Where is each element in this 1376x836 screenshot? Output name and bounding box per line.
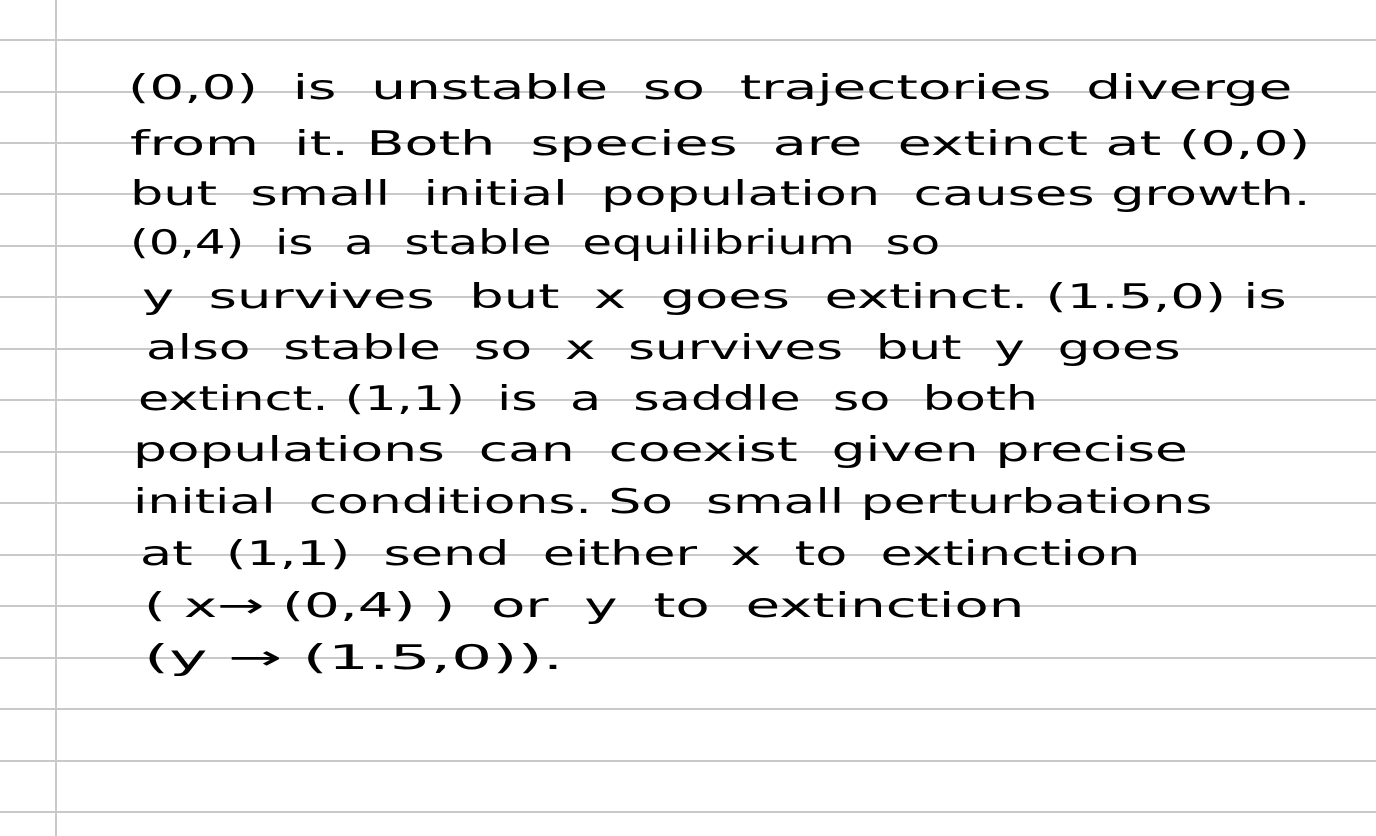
text-line-7: extinct. (1,1) is a saddle so both <box>138 379 1038 419</box>
text-line-9: initial conditions. So small perturbations <box>133 482 1213 522</box>
ruled-line <box>0 39 1376 41</box>
text-line-4: (0,4) is a stable equilibrium so <box>130 223 941 263</box>
ruled-line <box>0 811 1376 813</box>
text-line-3: but small initial population causes growth. <box>130 174 1311 214</box>
text-line-6: also stable so x survives but y goes <box>146 328 1181 368</box>
text-line-12: (y → (1.5,0)). <box>144 638 564 678</box>
text-line-2: from it. Both species are extinct at (0,0) <box>130 124 1311 164</box>
text-line-8: populations can coexist given precise <box>133 430 1188 470</box>
text-line-5: y survives but x goes extinct. (1.5,0) is <box>142 277 1287 317</box>
text-line-11: ( x→ (0,4) ) or y to extinction <box>144 586 1025 626</box>
ruled-line <box>0 760 1376 762</box>
ruled-line <box>0 708 1376 710</box>
text-line-1: (0,0) is unstable so trajectories diverge <box>128 68 1293 108</box>
text-line-10: at (1,1) send either x to extinction <box>140 534 1141 574</box>
margin-line <box>55 0 57 836</box>
